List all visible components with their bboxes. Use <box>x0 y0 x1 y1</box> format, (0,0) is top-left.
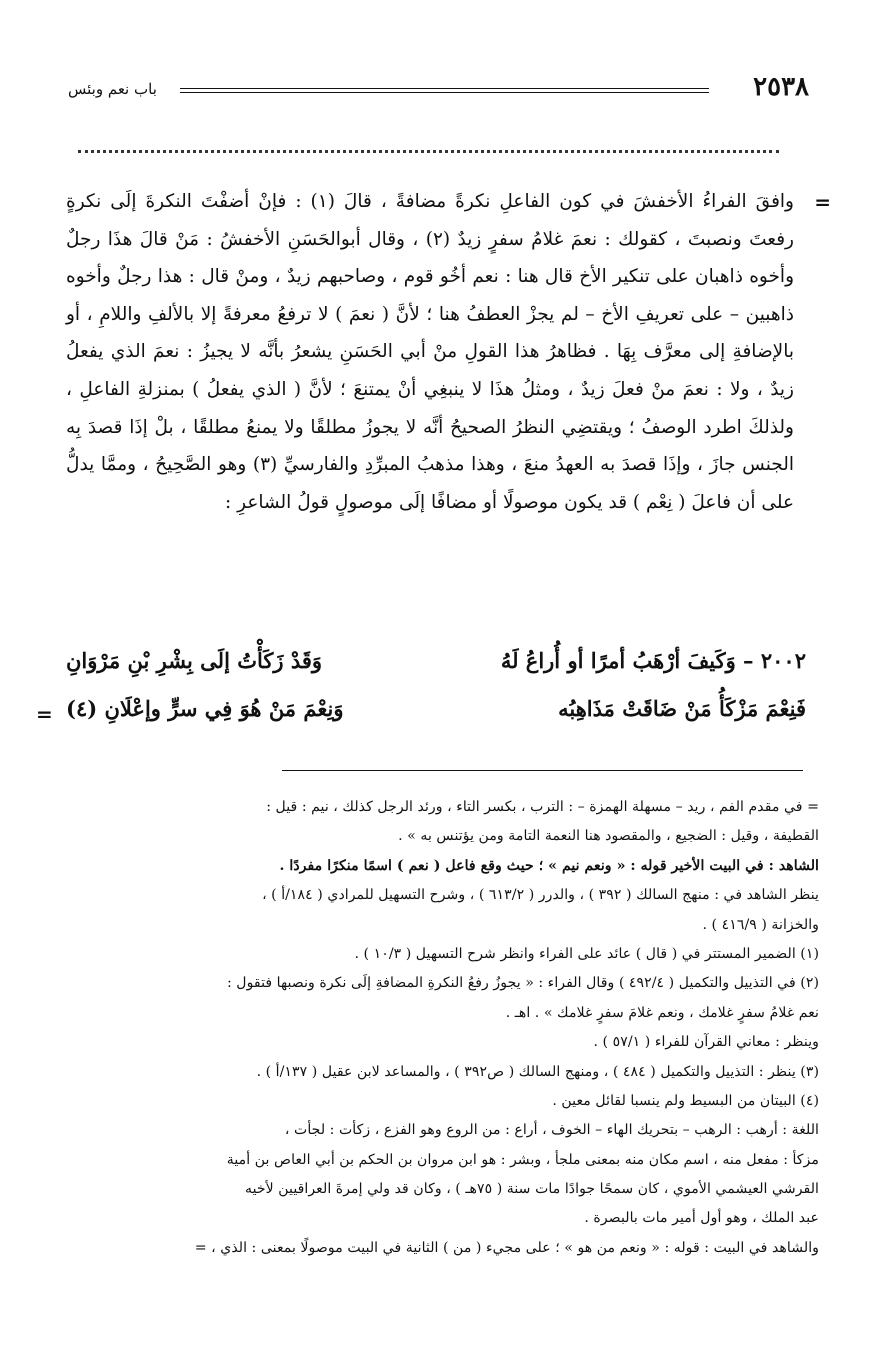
footnote-line: عبد الملك ، وهو أول أمير مات بالبصرة . <box>584 1210 819 1227</box>
verse-1-first-hemistich: ٢٠٠٢ – وَكَيفَ أرْهَبُ أمرًا أو أُراعُ لَهُ <box>500 648 806 673</box>
footnotes <box>66 793 819 1263</box>
continuation-mark: = <box>814 190 831 214</box>
footnote-line: (٣) ينظر : التذييل والتكميل ( ٤٨٤ ) ، ومنهج السالك ( ص٣٩٢ ) ، والمساعد لابن عقيل ( ١٣٧/أ ) . <box>256 1063 819 1080</box>
footnote-line: القطيفة ، وقيل : الضجيع ، والمقصود هنا النعمة التامة ومن يؤتنس به » . <box>398 828 819 845</box>
footnote-line: مزكأ : مفعل منه ، اسم مكان منه بمعنى ملجأ ، وبشر : هو ابن مروان بن الحكم بن أبي العاص بن أمية <box>226 1151 819 1168</box>
page-number: ٢٥٣٨ <box>753 72 809 102</box>
footnote-line: اللغة : أرهب : الرهب – بتحريك الهاء – الخوف ، أراع : من الروع وهو الفزع ، زكأت : لجأت ، <box>284 1122 819 1139</box>
footnote-line: (١) الضمير المستتر في ( قال ) عائد على الفراء وانظر شرح التسهيل ( ١٠/٣ ) . <box>354 945 819 962</box>
header-rule <box>180 88 709 93</box>
footnote-line: (٢) في التذييل والتكميل ( ٤٩٢/٤ ) وقال الفراء : « يجوزُ رفعُ النكرةِ المضافةِ إلَى نكرة ونصبها فتقول : <box>226 975 819 992</box>
footnote-line: (٤) البيتان من البسيط ولم ينسبا لقائل معين . <box>552 1092 819 1109</box>
footnote-line: ينظر الشاهد في : منهج السالك ( ٣٩٢ ) ، والدرر ( ٦١٣/٢ ) ، وشرح التسهيل للمرادي ( ١٨٤/أ ) ، <box>262 887 819 904</box>
footnote-line: = في مقدم الفم ، ريد – مسهلة الهمزة – : الترب ، بكسر التاء ، ورئد الرجل كذلك ، نيم : قيل : <box>266 799 819 815</box>
dotted-separator <box>78 150 779 153</box>
footnote-line: وينظر : معاني القرآن للفراء ( ٥٧/١ ) . <box>593 1034 819 1051</box>
footnote-line: الشاهد : في البيت الأخير قوله : « ونعم نيم » ؛ حيث وقع فاعل ( نعم ) اسمًا منكرًا مفردًا . <box>279 857 819 874</box>
footnote-line: القرشي العيشمي الأموي ، كان سمحًا جوادًا مات سنة ( ٧٥هـ ) ، وكان قد ولي إمرةَ العراقيين لأخيه <box>245 1181 819 1198</box>
chapter-title: باب نعم وبئس <box>68 80 157 98</box>
main-text <box>66 183 794 521</box>
verse-line-1 <box>66 648 806 688</box>
footnote-separator <box>282 770 803 771</box>
verse-1-second-hemistich: وَقَدْ زَكَأْتُ إلَى بِشْرِ بْنِ مَرْوَانِ <box>66 648 323 673</box>
footnote-line: والخزانة ( ٤١٦/٩ ) . <box>702 916 819 933</box>
main-paragraph: وافقَ الفراءُ الأخفشَ في كون الفاعلِ نكرةً مضافةً ، قالَ (١) : فإنْ أضفْتَ النكرةَ إلَى نكرةٍ رفعتَ ونصبتَ ، كقولك : نعمَ غلامُ سفرٍ زيدٌ (٢) ، وقال أبوالحَسَنِ الأخفشُ : مَنْ قالَ هذَا رجلٌ وأخوه ذاهبان على تنكير الأخ قال هنا : نعم أخُو قوم ، وصاحبهم زيدٌ ، ومنْ قال : هذا رجلٌ وأخوه ذاهبين – على تعريفِ الأخ – لم يجزْ العطفُ هنا ؛ لأنَّ ( نعمَ ) لا ترفعُ معرفةً إلا بالألفِ واللامِ ، أو بالإضافةِ إلى معرَّف بِهَا . فظاهرُ هذا القولِ منْ أبي الحَسَنِ يشعرُ بأنَّه لا يجيزُ : نعمَ الذي يفعلُ زيدٌ ، ولا : نعمَ منْ فعلَ زيدٌ ، ومثلُ هذَا لا ينبغِي أنْ يمتنعَ ؛ لأنَّ ( الذي يفعلُ ) بمنزلةِ الفاعلِ ، ولذلكَ اطرد الوصفُ ؛ ويقتضِي النظرُ الصحيحُ أنَّه لا يجوزُ مطلقًا ولا يمنعُ مطلقًا ، بلْ إذَا قصدَ بِه الجنس جازَ ، وإذَا قصدَ به العهدُ منعَ ، وهذا مذهبُ المبرِّدِ والفارسيِّ (٣) وهو الصَّحِيحُ ، وممَّا يدلُّ على أن فاعلَ ( نِعْم ) قد يكون موصولًا أو مضافًا إلَى موصولٍ قولُ الشاعرِ : <box>66 191 794 513</box>
footnote-line: نعم غلامُ سفرٍ غلامك ، ونعم غلامَ سفرٍ غلامك » . اهـ . <box>505 1004 819 1021</box>
footnote-line: والشاهد في البيت : قوله : « ونعم من هو » ؛ على مجيء ( من ) الثانية في البيت موصولًا بمعنى : الذي ، = <box>194 1239 819 1256</box>
verse-line-2 <box>66 696 806 736</box>
verse-2-first-hemistich: فَنِعْمَ مَزْكَأُ مَنْ ضَاقَتْ مَذَاهِبُه <box>558 696 806 721</box>
verse-continuation-mark: = <box>36 702 53 726</box>
verse-2-second-hemistich: وَنِعْمَ مَنْ هُوَ فِي سرٍّ وإعْلَانِ (٤) <box>66 696 344 721</box>
